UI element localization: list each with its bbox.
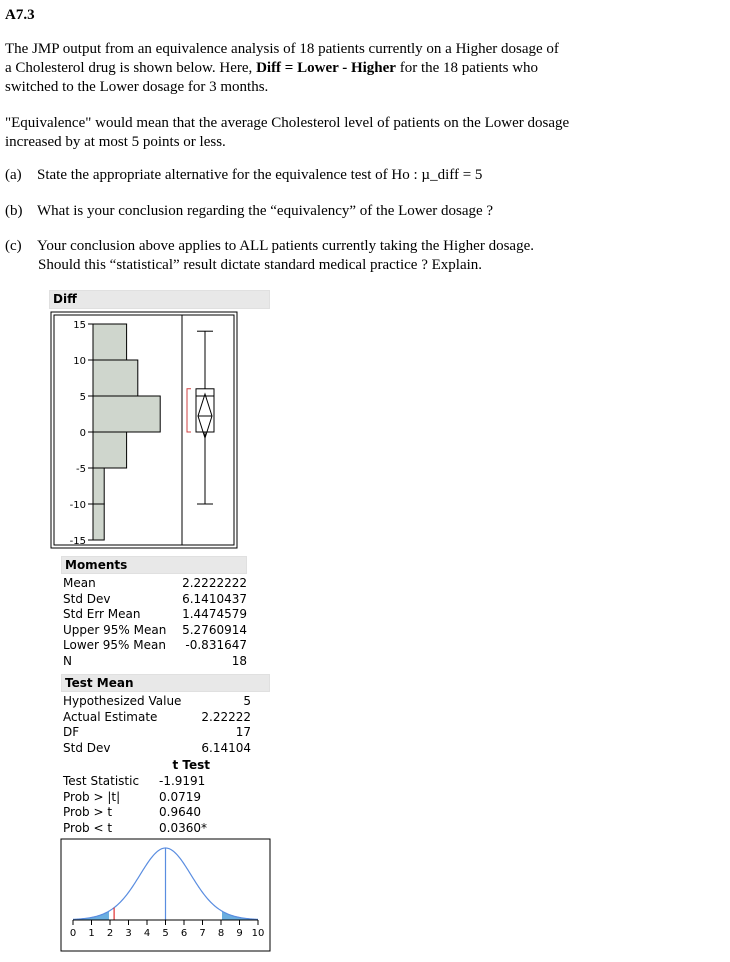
stat-value: 1.4474579 <box>182 607 247 621</box>
stat-row <box>63 654 248 670</box>
x-tick-label: 8 <box>217 928 225 939</box>
t-test-label: Test Statistic <box>63 774 140 788</box>
x-tick-label: 1 <box>88 928 95 939</box>
question-b <box>5 202 493 221</box>
problem-title: A7.3 <box>5 7 35 23</box>
x-tick-label: 7 <box>199 928 206 939</box>
stat-label: Hypothesized Value <box>63 694 182 708</box>
stat-row <box>63 710 252 726</box>
question-a <box>5 166 482 185</box>
stat-label: Lower 95% Mean <box>63 638 166 652</box>
stat-row <box>63 694 252 710</box>
t-test-label: Prob > |t| <box>63 789 121 804</box>
x-tick-label: 3 <box>125 928 132 939</box>
t-test-value: 0.0360* <box>159 820 207 835</box>
y-tick-label: -15 <box>69 536 86 547</box>
stat-value: 6.1410437 <box>182 591 247 606</box>
stat-row <box>63 725 252 741</box>
stat-label: Std Dev <box>63 591 111 606</box>
t-test-value: 0.0719 <box>159 789 201 804</box>
stat-row <box>63 741 252 757</box>
stat-value: 5 <box>243 694 251 708</box>
stat-row <box>63 607 248 623</box>
t-test-header: t Test <box>172 758 210 772</box>
t-test-value: -1.9191 <box>159 774 206 788</box>
stat-label: Upper 95% Mean <box>63 622 167 637</box>
histogram-bar <box>93 360 138 396</box>
histogram-bar <box>93 324 127 360</box>
t-test-table <box>63 774 243 836</box>
stat-label: DF <box>63 725 80 739</box>
histogram-bar <box>93 396 160 432</box>
test-mean-header: Test Mean <box>61 674 270 692</box>
question-c-label: (c) <box>5 238 22 254</box>
stat-row <box>63 576 248 592</box>
question-b-text: What is your conclusion regarding the “equivalency” of the Lower dosage ? <box>37 203 494 219</box>
diff-header: Diff <box>49 290 270 309</box>
stat-label: N <box>63 653 72 668</box>
stat-label: Std Dev <box>63 740 111 755</box>
t-test-row <box>63 805 243 821</box>
stat-value: -0.831647 <box>185 638 247 652</box>
t-distribution-plot <box>60 838 272 953</box>
t-test-row <box>63 790 243 806</box>
histogram-bar <box>93 504 104 540</box>
intro-paragraph <box>5 40 720 97</box>
moments-table <box>63 576 248 669</box>
test-mean-table <box>63 694 252 756</box>
stat-value: 18 <box>231 653 247 668</box>
t-test-row <box>63 774 243 790</box>
stat-value: 2.22222 <box>201 709 251 724</box>
definition-paragraph <box>5 114 720 152</box>
question-c <box>5 237 534 275</box>
intro-line-1: The JMP output from an equivalence analysis of 18 patients currently on a Higher dosage of <box>5 41 559 57</box>
x-tick-label: 4 <box>143 928 151 939</box>
question-a-text: State the appropriate alternative for the equivalence test of Ho : µ_diff = 5 <box>37 167 483 183</box>
y-tick-label: -5 <box>76 464 86 475</box>
definition-line-2: increased by at most 5 points or less. <box>5 134 226 150</box>
y-tick-label: 0 <box>79 428 86 439</box>
stat-value: 6.14104 <box>201 740 251 755</box>
t-test-value: 0.9640 <box>159 805 201 819</box>
stat-label: Actual Estimate <box>63 709 158 724</box>
stat-row <box>63 638 248 654</box>
moments-header: Moments <box>61 556 247 574</box>
t-test-row <box>63 821 243 837</box>
x-tick-label: 10 <box>251 928 265 939</box>
stat-row <box>63 592 248 608</box>
histogram-bar <box>93 432 127 468</box>
definition-line-1: "Equivalence" would mean that the average Cholesterol level of patients on the Lower dosage <box>5 115 570 131</box>
stat-value: 17 <box>235 725 251 739</box>
t-test-label: Prob < t <box>63 820 113 835</box>
question-b-label: (b) <box>5 203 23 219</box>
x-tick-label: 2 <box>106 928 114 939</box>
y-tick-label: 15 <box>73 320 86 331</box>
question-a-label: (a) <box>5 167 22 183</box>
x-tick-label: 9 <box>236 928 243 939</box>
question-c-line-2: Should this “statistical” result dictate standard medical practice ? Explain. <box>38 257 483 273</box>
intro-line-2: a Cholesterol drug is shown below. Here, Diff = Lower - Higher for the 18 patients who <box>5 60 539 76</box>
question-c-line-1: Your conclusion above applies to ALL patients currently taking the Higher dosage. <box>37 238 534 254</box>
diff-definition: Diff = Lower - Higher <box>256 60 396 76</box>
x-tick-label: 0 <box>69 928 77 939</box>
stat-value: 2.2222222 <box>182 576 247 590</box>
histogram-bar <box>93 468 104 504</box>
x-tick-label: 5 <box>162 928 169 939</box>
y-tick-label: 10 <box>73 356 86 367</box>
y-tick-label: 5 <box>79 392 86 403</box>
x-tick-label: 6 <box>180 928 188 939</box>
stat-row <box>63 623 248 639</box>
t-test-label: Prob > t <box>63 805 113 819</box>
intro-line-3: switched to the Lower dosage for 3 months. <box>5 79 269 95</box>
stat-label: Mean <box>63 576 96 590</box>
y-tick-label: -10 <box>69 500 86 511</box>
shortest-half-bracket <box>187 389 191 432</box>
stat-label: Std Err Mean <box>63 607 141 621</box>
histogram-boxplot <box>50 311 240 551</box>
stat-value: 5.2760914 <box>182 622 247 637</box>
